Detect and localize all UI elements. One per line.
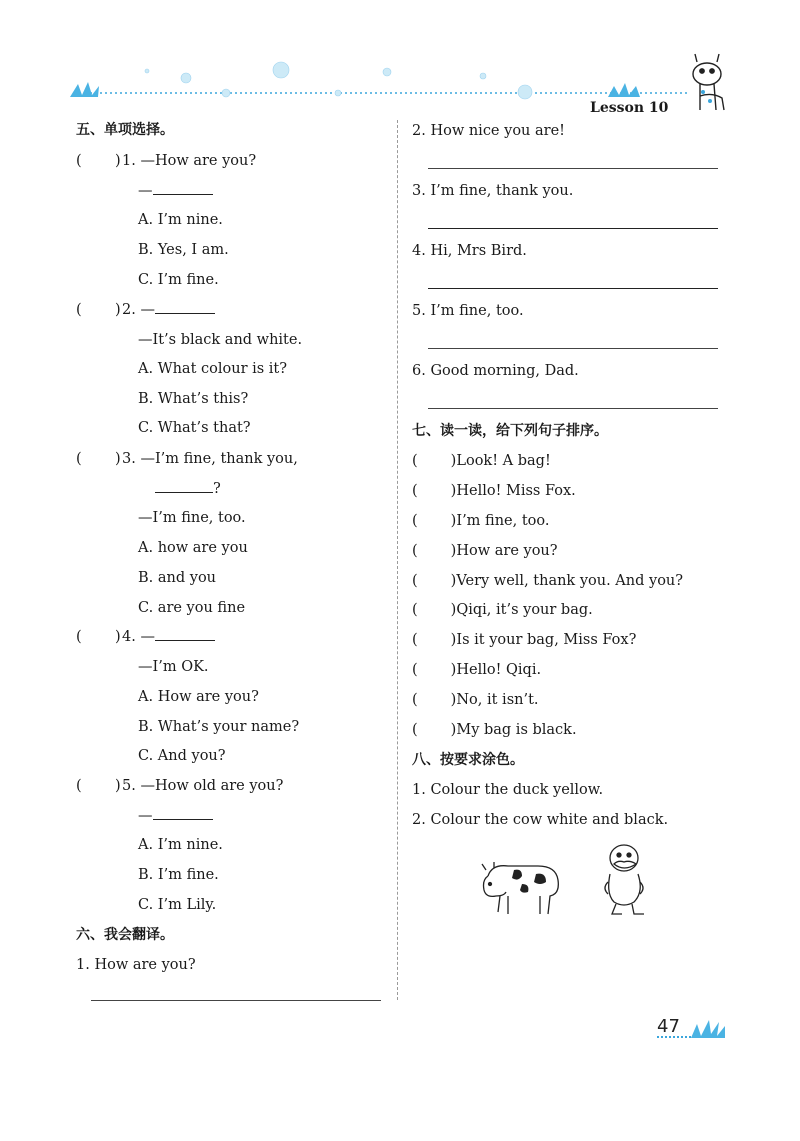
question-line: —I’m OK. [138, 659, 209, 675]
question-line: —I’m fine, too. [138, 510, 246, 526]
order-item-1: ( )Look! A bag! [412, 453, 551, 469]
answer-blank[interactable] [153, 182, 213, 195]
answer-paren-close: ) [115, 153, 121, 169]
order-item-6: ( )Qiqi, it’s your bag. [412, 602, 593, 618]
question-stem: 3. —I’m fine, thank you, [122, 451, 298, 467]
answer-line[interactable] [428, 168, 718, 169]
answer-paren-open: ( [76, 153, 82, 169]
order-item-2: ( )Hello! Miss Fox. [412, 483, 576, 499]
answer-line[interactable] [428, 288, 718, 289]
answer-line[interactable] [91, 1000, 381, 1001]
answer-paren-close: ) [115, 629, 121, 645]
translate-item-6: 6. Good morning, Dad. [412, 363, 579, 379]
section8-title: 八、按要求涂色。 [412, 752, 524, 768]
translate-item-4: 4. Hi, Mrs Bird. [412, 243, 527, 259]
answer-paren-close: ) [115, 451, 121, 467]
answer-line[interactable] [428, 408, 718, 409]
option-c: C. are you fine [138, 600, 246, 616]
translate-item-1: 1. How are you? [76, 957, 196, 973]
answer-paren-open: ( [76, 451, 82, 467]
option-c: C. What’s that? [138, 420, 251, 436]
answer-line [138, 182, 213, 200]
bubbles-decoration [145, 62, 532, 99]
grass-icon [691, 1020, 725, 1038]
answer-line [138, 807, 213, 825]
option-b: B. What’s this? [138, 391, 249, 407]
giraffe-icon [693, 54, 724, 110]
answer-blank[interactable] [153, 807, 213, 820]
section5-title: 五、单项选择。 [76, 122, 174, 138]
answer-blank[interactable] [155, 628, 215, 641]
answer-line[interactable] [428, 348, 718, 349]
option-a: A. how are you [138, 540, 248, 556]
option-c: C. And you? [138, 748, 226, 764]
cow-drawing[interactable] [478, 856, 564, 920]
header-decoration [0, 0, 800, 120]
answer-dash: — [138, 808, 153, 824]
column-divider [397, 120, 398, 1000]
option-a: A. I’m nine. [138, 837, 223, 853]
order-item-9: ( )No, it isn’t. [412, 692, 539, 708]
answer-blank[interactable] [155, 301, 215, 314]
lesson-title: Lesson 10 [590, 100, 669, 116]
option-c: C. I’m Lily. [138, 897, 217, 913]
duck-drawing[interactable] [600, 838, 650, 920]
colour-item-1: 1. Colour the duck yellow. [412, 782, 604, 798]
order-item-4: ( )How are you? [412, 543, 558, 559]
footer-decoration [655, 1016, 735, 1040]
section7-title: 七、读一读，给下列句子排序。 [412, 423, 608, 439]
question-line: —It’s black and white. [138, 332, 303, 348]
colour-item-2: 2. Colour the cow white and black. [412, 812, 669, 828]
answer-paren-open: ( [76, 778, 82, 794]
order-item-7: ( )Is it your bag, Miss Fox? [412, 632, 637, 648]
option-a: A. I’m nine. [138, 212, 223, 228]
answer-line[interactable] [428, 228, 718, 229]
option-b: B. and you [138, 570, 217, 586]
grass-left-icon [70, 82, 99, 97]
translate-item-2: 2. How nice you are! [412, 123, 565, 139]
option-c: C. I’m fine. [138, 272, 219, 288]
option-b: B. What’s your name? [138, 719, 300, 735]
grass-right-icon [608, 83, 640, 97]
answer-paren-open: ( [76, 629, 82, 645]
section6-title: 六、我会翻译。 [76, 927, 174, 943]
question-stem: 5. —How old are you? [122, 778, 284, 794]
option-a: A. How are you? [138, 689, 259, 705]
answer-paren-close: ) [115, 778, 121, 794]
option-b: B. I’m fine. [138, 867, 219, 883]
question-stem: 1. —How are you? [122, 153, 257, 169]
option-a: A. What colour is it? [138, 361, 288, 377]
question-stem: 2. — [122, 301, 215, 319]
answer-blank[interactable] [155, 480, 213, 493]
order-item-8: ( )Hello! Qiqi. [412, 662, 542, 678]
translate-item-5: 5. I’m fine, too. [412, 303, 524, 319]
order-item-10: ( )My bag is black. [412, 722, 577, 738]
order-item-3: ( )I’m fine, too. [412, 513, 550, 529]
question-line: ? [155, 480, 221, 498]
order-item-5: ( )Very well, thank you. And you? [412, 573, 684, 589]
question-stem: 4. — [122, 628, 215, 646]
page-number: 47 [657, 1016, 680, 1037]
answer-dash: — [138, 183, 153, 199]
option-b: B. Yes, I am. [138, 242, 229, 258]
answer-paren-open: ( [76, 302, 82, 318]
answer-paren-close: ) [115, 302, 121, 318]
translate-item-3: 3. I’m fine, thank you. [412, 183, 574, 199]
